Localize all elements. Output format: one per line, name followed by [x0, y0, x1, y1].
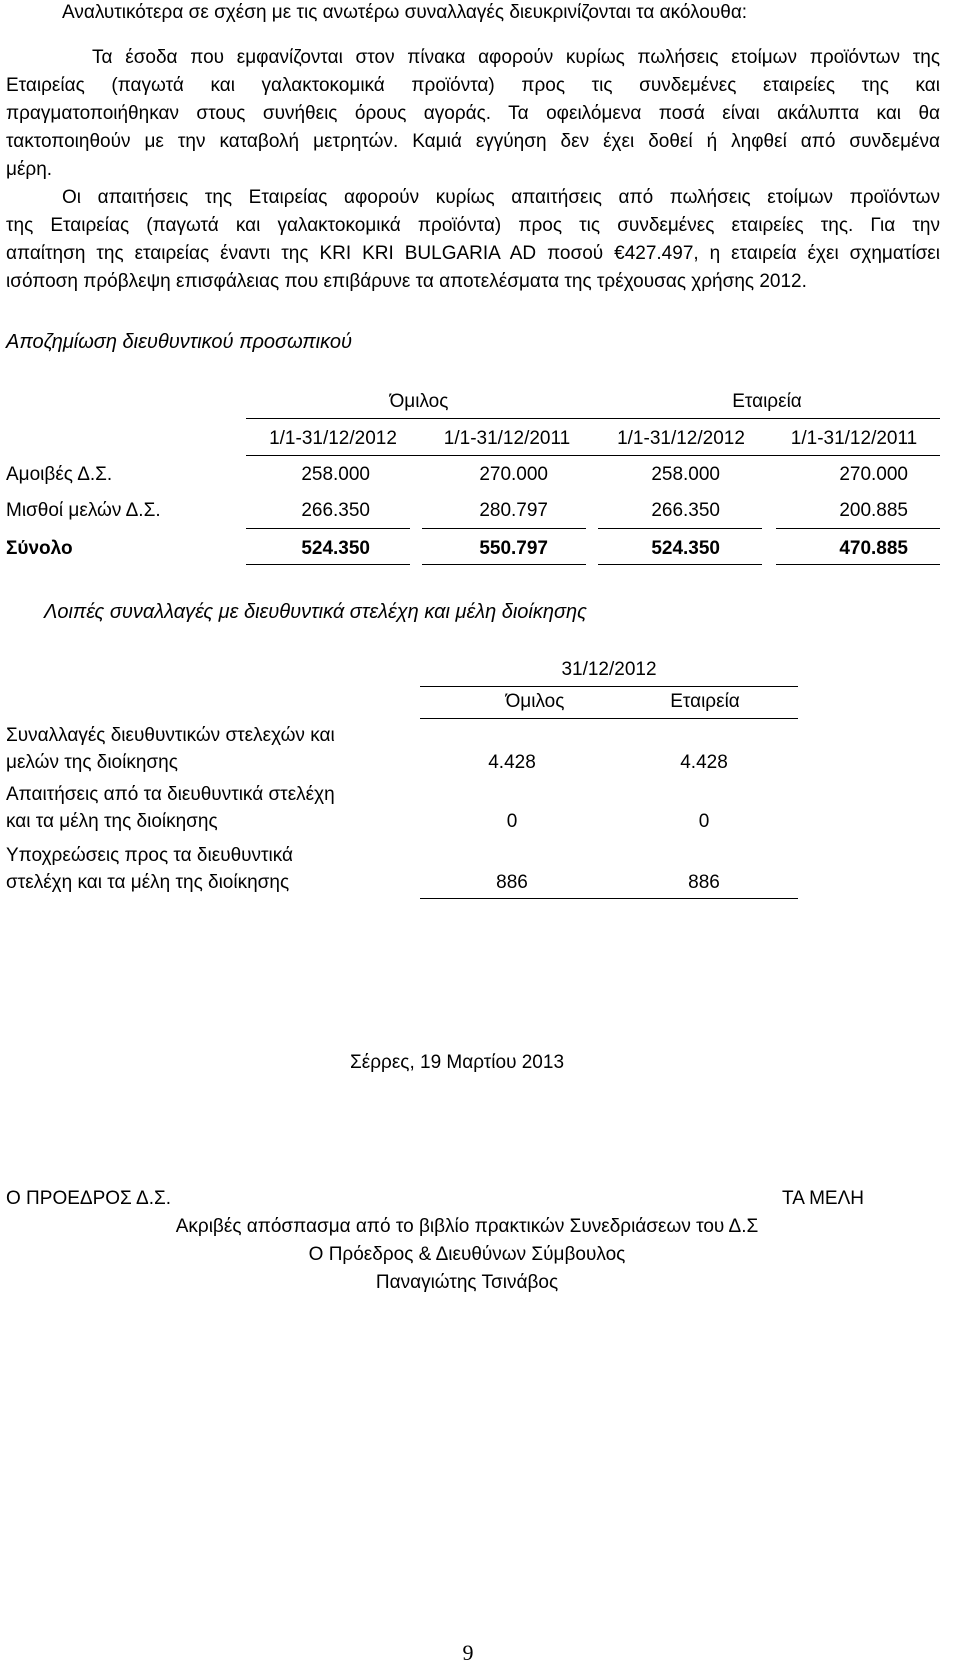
- date-header: 31/12/2012: [561, 659, 657, 680]
- president-title: Ο ΠΡΟΕΔΡΟΣ Δ.Σ.: [6, 1188, 172, 1209]
- table-cell: 0: [698, 811, 710, 832]
- paragraph-line: Εταιρείας (παγωτά και γαλακτοκομικά προϊόντα) προς τις συνδεμένες εταιρείες της και: [6, 75, 940, 96]
- paragraph-line: της Εταιρείας (παγωτά και γαλακτοκομικά προϊόντα) προς τις συνδεμένες εταιρείες της. Για την: [6, 215, 940, 236]
- period-underline: [246, 455, 940, 456]
- members-title: ΤΑ ΜΕΛΗ: [782, 1188, 865, 1209]
- row-label: Απαιτήσεις από τα διευθυντικά στελέχη: [6, 784, 335, 805]
- paragraph-line: απαίτηση της εταιρείας έναντι της KRI KRI BULGARIA AD ποσού €427.497, η εταιρεία έχει σχηματίσει: [6, 243, 940, 264]
- table-cell: 258.000: [651, 464, 720, 485]
- section-title-compensation: Αποζημίωση διευθυντικού προσωπικού: [6, 331, 352, 353]
- row-underline: [598, 528, 762, 529]
- signatory-name: Παναγιώτης Τσινάβος: [375, 1272, 559, 1293]
- table-cell: 200.885: [839, 500, 908, 521]
- table-cell: 270.000: [479, 464, 548, 485]
- table-cell: 4.428: [488, 752, 536, 773]
- total-underline: [598, 564, 762, 565]
- paragraph-line: ισόποση πρόβλεψη επισφάλειας που επιβάρυνε τα αποτελέσματα της τρέχουσας χρήσης 2012.: [6, 271, 807, 292]
- company-header: Εταιρεία: [670, 691, 740, 712]
- total-cell: 550.797: [479, 538, 548, 559]
- period-header: 1/1-31/12/2012: [269, 428, 397, 449]
- table-cell: 0: [506, 811, 518, 832]
- table-cell: 266.350: [301, 500, 370, 521]
- paragraph-line: πραγματοποιήθηκαν στους συνήθεις όρους αγοράς. Τα οφειλόμενα ποσά είναι ακάλυπτα και θα: [6, 103, 940, 124]
- page-number: 9: [462, 1640, 474, 1665]
- table-cell: 266.350: [651, 500, 720, 521]
- row-label: Συναλλαγές διευθυντικών στελεχών και: [6, 725, 335, 746]
- header-underline: [420, 718, 798, 719]
- group-header: Όμιλος: [389, 391, 449, 412]
- period-header: 1/1-31/12/2012: [617, 428, 745, 449]
- period-header: 1/1-31/12/2011: [443, 428, 571, 449]
- group-header: Όμιλος: [505, 691, 565, 712]
- header-underline: [246, 418, 940, 419]
- table-cell: 270.000: [839, 464, 908, 485]
- paragraph-line: Τα έσοδα που εμφανίζονται στον πίνακα αφορούν κυρίως πωλήσεις ετοίμων προϊόντων της: [92, 47, 940, 68]
- total-cell: 470.885: [839, 538, 908, 559]
- section-title-other-transactions: Λοιπές συναλλαγές με διευθυντικά στελέχη και μέλη διοίκησης: [44, 601, 587, 623]
- paragraph-line: μέρη.: [6, 159, 53, 180]
- total-cell: 524.350: [651, 538, 720, 559]
- row-label: στελέχη και τα μέλη της διοίκησης: [6, 872, 290, 893]
- paragraph-line: τακτοποιηθούν με την καταβολή μετρητών. Καμιά εγγύηση δεν έχει δοθεί ή ληφθεί από συνδεμένα: [6, 131, 940, 152]
- paragraph-line: Οι απαιτήσεις της Εταιρείας αφορούν κυρίως απαιτήσεις από πωλήσεις ετοίμων προϊόντων: [62, 187, 940, 208]
- paragraph-receivables: [6, 184, 940, 296]
- extract-note: Ακριβές απόσπασμα από το βιβλίο πρακτικών Συνεδριάσεων του Δ.Σ: [175, 1216, 759, 1237]
- table-cell: 886: [688, 872, 720, 893]
- row-label: Υποχρεώσεις προς τα διευθυντικά: [6, 845, 294, 866]
- paragraph-revenue: [6, 44, 940, 184]
- total-underline: [422, 564, 586, 565]
- table-cell: 280.797: [479, 500, 548, 521]
- row-underline: [776, 528, 940, 529]
- total-label: Σύνολο: [6, 538, 73, 559]
- intro-text: Αναλυτικότερα σε σχέση με τις ανωτέρω συναλλαγές διευκρινίζονται τα ακόλουθα:: [62, 2, 748, 23]
- total-underline: [776, 564, 940, 565]
- row-label: και τα μέλη της διοίκησης: [6, 811, 218, 832]
- table-cell: 258.000: [301, 464, 370, 485]
- total-underline: [246, 564, 410, 565]
- table-cell: 886: [496, 872, 528, 893]
- row-label-board-salaries: Μισθοί μελών Δ.Σ.: [6, 500, 161, 521]
- period-header: 1/1-31/12/2011: [790, 428, 918, 449]
- row-label: μελών της διοίκησης: [6, 752, 178, 773]
- signatory-role: Ο Πρόεδρος & Διευθύνων Σύμβουλος: [308, 1244, 626, 1265]
- date-underline: [420, 686, 798, 687]
- table-cell: 4.428: [680, 752, 728, 773]
- total-cell: 524.350: [301, 538, 370, 559]
- row-underline: [422, 528, 586, 529]
- row-label-board-fees: Αμοιβές Δ.Σ.: [6, 464, 113, 485]
- place-date: Σέρρες, 19 Μαρτίου 2013: [350, 1052, 565, 1073]
- row-underline: [246, 528, 410, 529]
- row-underline: [420, 898, 798, 899]
- company-header: Εταιρεία: [732, 391, 802, 412]
